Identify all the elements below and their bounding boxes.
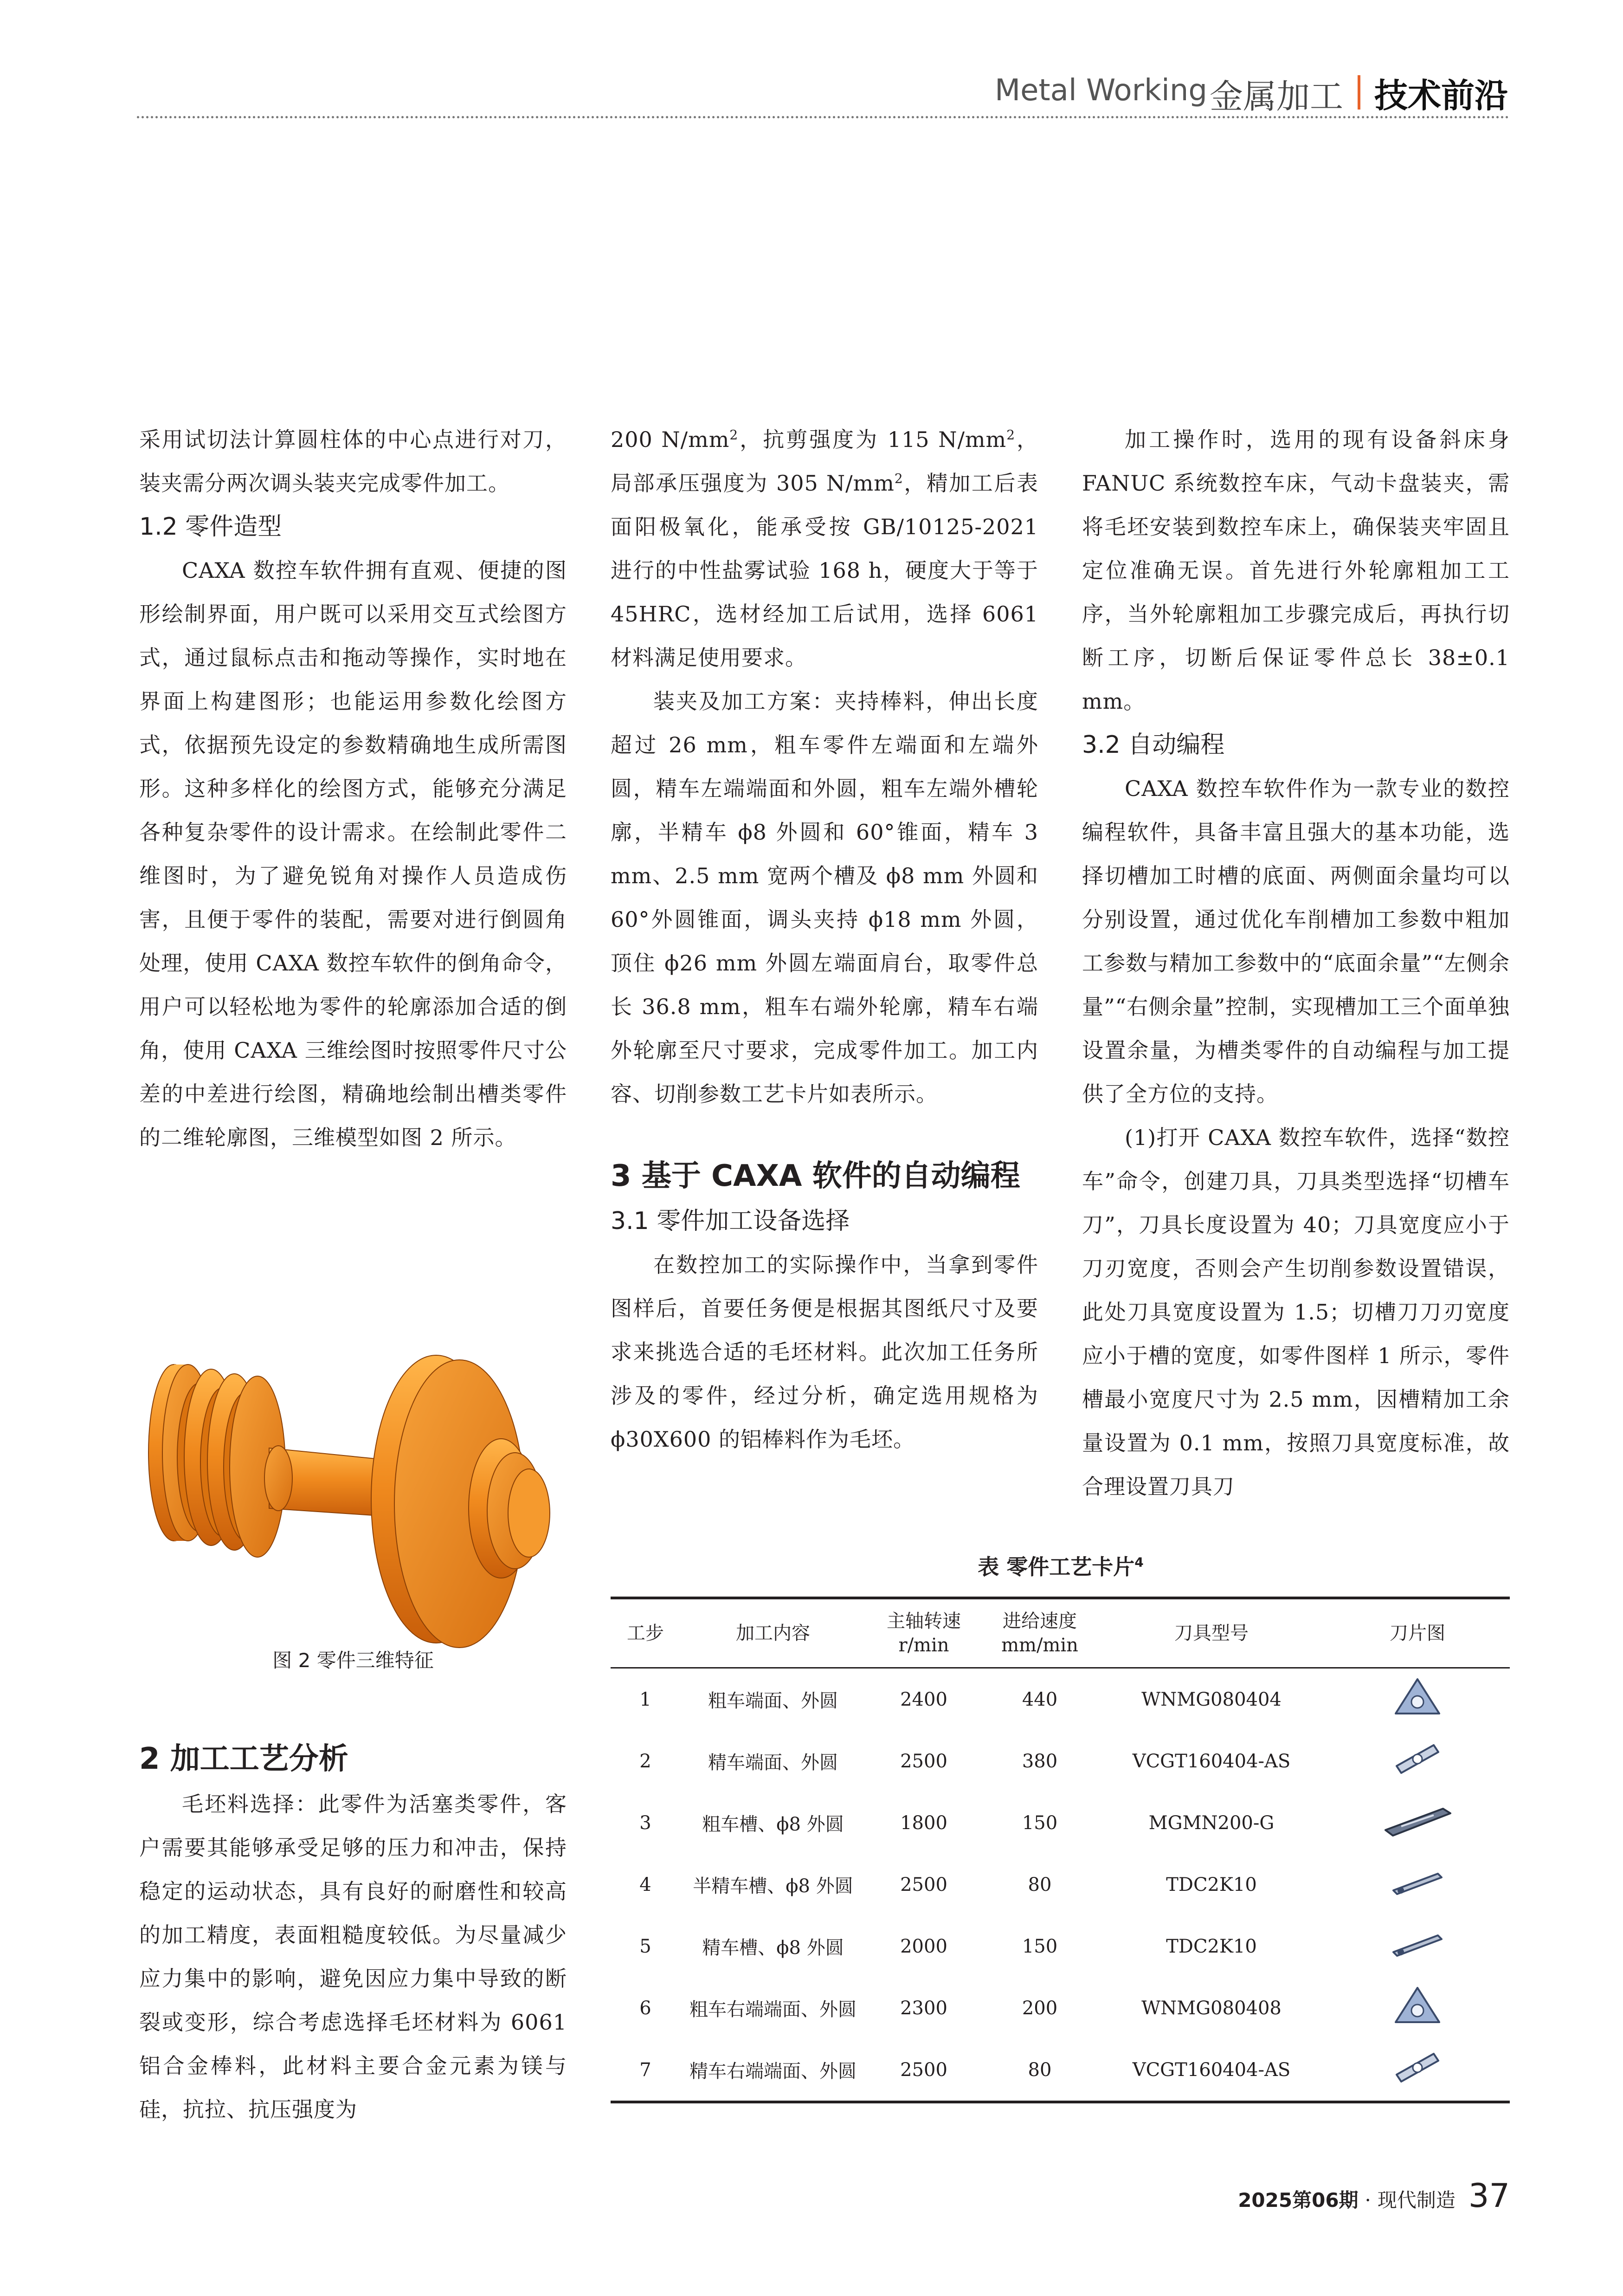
table-header-row (611, 1598, 1510, 1668)
grooving-insert-icon (1383, 1823, 1452, 1844)
cell-spindle-speed: 2500 (900, 1874, 947, 1895)
header-unit: r/min (898, 1635, 949, 1656)
text: ，局部承压强度为 305 N/mm (611, 427, 1039, 496)
cell-content: 半精车槽、ϕ8 外圆 (693, 1876, 853, 1897)
column-2 (611, 418, 1038, 1461)
table-row (611, 1730, 1510, 1792)
cell-insert-image (1325, 1792, 1510, 1854)
table-row (611, 1792, 1510, 1854)
cell-tool-model: MGMN200-G (1148, 1812, 1275, 1834)
subsection-heading: 3.2 自动编程 (1082, 731, 1225, 759)
parting-blade-icon (1390, 1882, 1445, 1903)
paragraph: 加工操作时，选用的现有设备斜床身 FANUC 系统数控车床，气动卡盘装夹，需将毛坯安装到数控车床上，确保装夹牢固且定位准确无误。首先进行外轮廓粗加工工序，当外轮廓粗加工步骤完成后，再执行切断工序，切断后保证零件总长 38±0.1 mm。 (1082, 427, 1510, 714)
paragraph: 采用试切法计算圆柱体的中心点进行对刀，装夹需分两次调头装夹完成零件加工。 (139, 427, 567, 496)
cell-feed-rate: 440 (1022, 1688, 1058, 1710)
cell-step: 5 (639, 1935, 651, 1957)
table-row (611, 1915, 1510, 1977)
header-feed-rate (982, 1598, 1098, 1668)
header-unit: mm/min (1001, 1635, 1078, 1656)
cell-feed-rate: 80 (1028, 1874, 1052, 1895)
figure-caption: 图 2 零件三维特征 (272, 1649, 434, 1672)
table-caption (611, 1550, 1511, 1581)
cell-spindle-speed: 2400 (900, 1688, 947, 1710)
cell-step: 6 (639, 1997, 651, 2019)
superscript: 2 (729, 427, 739, 443)
subsection-heading: 1.2 零件造型 (139, 513, 282, 541)
paragraph: 在数控加工的实际操作中，当拿到零件图样后，首要任务便是根据其图纸尺寸及要求来挑选合适的毛坯材料。此次加工任务所涉及的零件，经过分析，确定选用规格为 ϕ30X600 的铝棒料作为毛坯。 (611, 1252, 1038, 1452)
parting-blade-icon (1390, 1944, 1445, 1965)
cell-insert-image (1325, 1854, 1510, 1915)
header-rule (137, 116, 1509, 118)
cell-feed-rate: 80 (982, 2039, 1098, 2102)
cell-insert-image (1325, 1668, 1510, 1731)
cell-tool-model: VCGT160404-AS (1132, 1750, 1291, 1772)
cell-content: 精车槽、ϕ8 外圆 (702, 1937, 844, 1959)
cell-insert-image (1325, 1730, 1510, 1792)
paragraph: (1)打开 CAXA 数控车软件，选择“数控车”命令，创建刀具，刀具类型选择“切槽车刀”，刀具长度设置为 40；刀具宽度应小于刀刃宽度，否则会产生切削参数设置错误，此处刀具宽度设置为 1.5；切槽刀刀刃宽度应小于槽的宽度，如零件图样 1 所示，零件槽最小宽度尺寸为 2.5 mm，因槽精加工余量设置为 0.1 mm，按照刀具宽度标准，故合理设置刀具刀 (1082, 1125, 1510, 1499)
cell-step: 1 (639, 1688, 651, 1710)
cell-feed-rate: 380 (1022, 1750, 1058, 1772)
cell-tool-model: TDC2K10 (1166, 1874, 1257, 1895)
table-row (611, 2039, 1510, 2102)
header-spindle-speed (866, 1598, 982, 1668)
cell-step: 7 (611, 2039, 680, 2102)
cell-content: 精车端面、外圆 (708, 1752, 838, 1773)
column-3 (1082, 418, 1510, 1508)
page-footer (1238, 2177, 1510, 2215)
table-row (611, 1977, 1510, 2039)
cell-spindle-speed: 2300 (900, 1997, 947, 2019)
cell-tool-model: WNMG080408 (1141, 1997, 1282, 2019)
header-divider (1358, 75, 1360, 110)
trigon-insert-icon (1392, 1701, 1443, 1723)
cell-spindle-speed: 2500 (900, 1750, 947, 1772)
text: 200 N/mm (611, 427, 730, 452)
cell-tool-model: TDC2K10 (1166, 1935, 1257, 1957)
cell-content: 粗车右端端面、外圆 (689, 1999, 857, 2020)
cell-tool-model: WNMG080404 (1141, 1688, 1282, 1710)
cell-spindle-speed: 2500 (866, 2039, 982, 2102)
issue-number: 2025第06期 (1238, 2189, 1359, 2212)
cell-feed-rate: 200 (1022, 1997, 1058, 2019)
header-content: 加工内容 (680, 1598, 866, 1668)
header-tool-model: 刀具型号 (1098, 1598, 1325, 1668)
cell-feed-rate: 150 (1022, 1812, 1058, 1834)
cell-insert-image (1325, 2039, 1510, 2102)
header-text: 主轴转速 (887, 1610, 961, 1632)
cell-step: 4 (639, 1874, 651, 1895)
cell-content: 粗车槽、ϕ8 外圆 (702, 1814, 844, 1835)
header-insert-image: 刀片图 (1325, 1598, 1510, 1668)
paragraph: 装夹及加工方案：夹持棒料，伸出长度超过 26 mm，粗车零件左端面和左端外圆，精车左端端面和外圆，粗车左端外槽轮廓，半精车 ϕ8 外圆和 60°锥面，精车 3 mm、2.5 mm 宽两个槽及 ϕ8 mm 外圆和 60°外圆锥面，调头夹持 ϕ18 mm 外圆，顶住 ϕ26 mm 外圆左端面肩台，取零件总长 36.8 mm，粗车右端外轮廓，精车右端外轮廓至尺寸要求，完成零件加工。加工内容、切削参数工艺卡片如表所示。 (611, 689, 1038, 1106)
text: ，抗剪强度为 115 N/mm (738, 427, 1007, 452)
magazine-name: 现代制造 (1377, 2189, 1456, 2212)
page-number: 37 (1468, 2177, 1510, 2215)
cell-step: 3 (639, 1812, 651, 1834)
figure-part-3d (139, 1304, 567, 1675)
table-row (611, 1854, 1510, 1915)
section-heading: 2 加工工艺分析 (139, 1742, 348, 1776)
cell-content: 精车右端端面、外圆 (680, 2039, 866, 2102)
paragraph: CAXA 数控车软件作为一款专业的数控编程软件，具备丰富且强大的基本功能，选择切槽加工时槽的底面、两侧面余量均可以分别设置，通过优化车削槽加工参数中粗加工参数与精加工参数中的“底面余量”“左侧余量”“右侧余量”控制，实现槽加工三个面单独设置余量，为槽类零件的自动编程与加工提供了全方位的支持。 (1082, 776, 1510, 1106)
header-step: 工步 (611, 1598, 680, 1668)
subsection-heading: 3.1 零件加工设备选择 (611, 1207, 850, 1235)
cell-content: 粗车端面、外圆 (708, 1690, 838, 1712)
table-caption-text: 表 零件工艺卡片 (978, 1554, 1135, 1579)
superscript: 2 (1006, 427, 1016, 443)
header-text: 进给速度 (1003, 1610, 1077, 1632)
paragraph: CAXA 数控车软件拥有直观、便捷的图形绘制界面，用户既可以采用交互式绘图方式，通过鼠标点击和拖动等操作，实时地在界面上构建图形；也能运用参数化绘图方式，依据预先设定的参数精确地生成所需图形。这种多样化的绘图方式，能够充分满足各种复杂零件的设计需求。在绘制此零件二维图时，为了避免锐角对操作人员造成伤害，且便于零件的装配，需要对进行倒圆角处理，使用 CAXA 数控车软件的倒角命令，用户可以轻松地为零件的轮廓添加合适的倒角，使用 CAXA 三维绘图时按照零件尺寸公差的中差进行绘图，精确地绘制出槽类零件的二维轮廓图，三维模型如图 2 所示。 (139, 558, 567, 1150)
table-caption-ref: 4 (1134, 1554, 1144, 1570)
trigon-insert-icon (1392, 2010, 1443, 2031)
column-1-lower (139, 1736, 567, 2131)
rhombic-insert-icon (1392, 2072, 1443, 2093)
superscript: 2 (894, 471, 903, 486)
paragraph (611, 418, 1038, 679)
cell-insert-image (1325, 1977, 1510, 2039)
process-card-table (611, 1597, 1510, 2103)
footer-separator: · (1365, 2189, 1371, 2212)
cell-spindle-speed: 2000 (900, 1935, 947, 1957)
page-header (0, 65, 1508, 116)
cell-spindle-speed: 1800 (900, 1812, 947, 1834)
section-heading: 3 基于 CAXA 软件的自动编程 (611, 1159, 1020, 1193)
paragraph: 毛坯料选择：此零件为活塞类零件，客户需要其能够承受足够的压力和冲击，保持稳定的运动状态，具有良好的耐磨性和较高的加工精度，表面粗糙度较低。为尽量减少应力集中的影响，避免因应力集中导致的断裂或变形，综合考虑选择毛坯材料为 6061 铝合金棒料，此材料主要合金元素为镁与硅，抗拉、抗压强度为 (139, 1792, 567, 2122)
table-row (611, 1668, 1510, 1731)
cell-feed-rate: 150 (1022, 1935, 1058, 1957)
journal-name-cn: 金属加工 (1209, 77, 1343, 116)
text: ，精加工后表面阳极氧化，能承受按 GB/10125-2021 进行的中性盐雾试验 168 h，硬度大于等于 45HRC，选材经加工后试用，选择 6061 材料满足使用要求。 (611, 471, 1039, 670)
section-title: 技术前沿 (1374, 76, 1508, 115)
table-body (611, 1668, 1510, 2102)
cell-tool-model: VCGT160404-AS (1098, 2039, 1325, 2102)
cell-step: 2 (639, 1750, 651, 1772)
rhombic-insert-icon (1392, 1763, 1443, 1785)
cell-insert-image (1325, 1915, 1510, 1977)
journal-name-en: Metal Working (994, 73, 1207, 108)
column-1 (139, 418, 567, 1159)
